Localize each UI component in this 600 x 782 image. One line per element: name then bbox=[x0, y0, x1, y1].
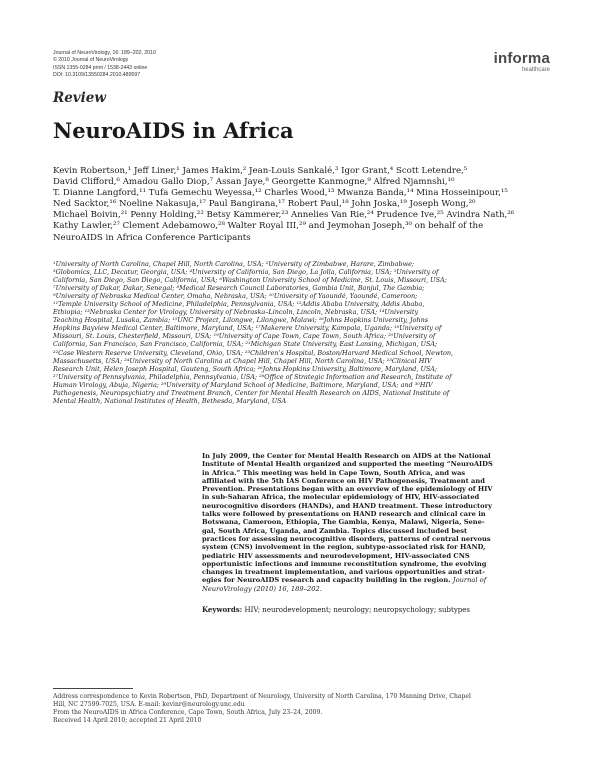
affiliation-line: Ethiopia; ¹³Nebraska Center for Virology, University of Nebraska–Lincoln, Lincoln, Nebraska, USA; ¹⁴University bbox=[53, 308, 419, 317]
affiliation-line: Research Unit, Helen Joseph Hospital, Gauteng, South Africa; ²⁶Johns Hopkins University, Baltimore, Maryland, USA; bbox=[53, 364, 438, 373]
citation-line: NeuroVirology (2010) 16, 189–202. bbox=[202, 584, 322, 593]
abstract-line: talks were followed by presentations on HAND research and clinical care in bbox=[202, 510, 486, 519]
author-line: David Clifford,⁶ Amadou Gallo Diop,⁷ Assan Jaye,⁸ Georgette Kanmogne,⁹ Alfred Njamnshi,¹⁰ bbox=[53, 177, 455, 188]
author-list bbox=[53, 166, 553, 244]
journal-header bbox=[53, 50, 156, 80]
abstract-line: Institute of Mental Health organized and supported the meeting “NeuroAIDS bbox=[202, 460, 493, 469]
abstract-line: Botswana, Cameroon, Ethiopia, The Gambia, Kenya, Malawi, Nigeria, Sene- bbox=[202, 518, 485, 527]
affiliation-line: ⁷University of Dakar, Dakar, Senegal; ⁸Medical Research Council Laboratories, Gambia Unit, Banjul, The Gambia; bbox=[53, 284, 425, 293]
keywords-text: HIV; neurodevelopment; neurology; neuropsychology; subtypes bbox=[244, 606, 470, 614]
author-line: Kevin Robertson,¹ Jeff Liner,¹ James Hakim,² Jean-Louis Sankalé,³ Igor Grant,⁴ Scott Letendre,⁵ bbox=[53, 166, 468, 176]
affiliation-line: ³Globomics, LLC, Decatur, Georgia, USA; ⁴University of California, San Diego, La Jolla, California, USA; ⁵University of bbox=[53, 268, 439, 277]
affiliation-line: California, San Diego, San Diego, California, USA; ⁶Washington University School of Medicine, St. Louis, Missouri, USA; bbox=[53, 276, 447, 285]
affiliation-line: ¹¹Temple University School of Medicine, Philadelphia, Pennsylvania, USA; ¹²Addis Ababa University, Addis Ababa, bbox=[53, 300, 425, 309]
abstract-line: changes in treatment implementation, and various opportunities and strat- bbox=[202, 568, 485, 577]
affiliation-line: Teaching Hospital, Lusaka, Zambia; ¹⁵UNC Project, Lilongwe, Lilongwe, Malawi; ¹⁶Johns Hopkins University, Johns bbox=[53, 316, 429, 325]
footnotes bbox=[53, 693, 553, 725]
affiliation-line: Hopkins Bayview Medical Center, Baltimore, Maryland, USA; ¹⁷Makerere University, Kampala, Uganda; ¹⁸University of bbox=[53, 324, 442, 333]
author-line: Kathy Lawler,²⁷ Clement Adebamowo,²⁸ Walter Royal III,²⁹ and Jeymohan Joseph,³⁰ on behalf of the bbox=[53, 221, 484, 232]
abstract-text: egies for NeuroAIDS research and capacity building in the region. bbox=[202, 576, 451, 585]
affiliation-line: ²⁷University of Pennsylvania, Philadelphia, Pennsylvania, USA; ²⁸Office of Strategic Information and Research, Institute of bbox=[53, 372, 452, 381]
affiliation-line: Human Virology, Abuja, Nigeria; ²⁹University of Maryland School of Medicine, Baltimore, Maryland, USA; and ³⁰HIV bbox=[53, 380, 433, 389]
abstract-line: pediatric HIV assessments and neurodevelopment, HIV-associated CNS bbox=[202, 551, 470, 560]
affiliation-line: Pathogenesis, Neuropsychiatry and Treatment Branch, Center for Mental Health Research on AIDS, National Institute of bbox=[53, 388, 450, 397]
affiliation-line: ⁹University of Nebraska Medical Center, Omaha, Nebraska, USA; ¹⁰University of Yaoundé, Yaoundé, Cameroon; bbox=[53, 292, 418, 301]
affiliations bbox=[53, 260, 553, 405]
author-line: T. Dianne Langford,¹¹ Tufa Gemechu Weyessa,¹² Charles Wood,¹³ Mwanza Banda,¹⁴ Mina Hosseinipour,¹⁵ bbox=[53, 188, 508, 199]
affiliation-line: Massachusetts, USA; ²⁴University of North Carolina at Chapel Hill, Chapel Hill, North Carolina, USA; ²⁵Clinical HIV bbox=[53, 356, 432, 365]
article-title: NeuroAIDS in Africa bbox=[53, 118, 294, 143]
journal-line: Journal of NeuroVirology, 16: 189–202, 2010 bbox=[53, 50, 156, 56]
abstract-line: In July 2009, the Center for Mental Health Research on AIDS at the National bbox=[202, 452, 491, 460]
abstract-line: practices for assessing neurocognitive disorders, patterns of central nervous bbox=[202, 534, 491, 543]
abstract-line: affiliated with the 5th IAS Conference on HIV Pathogenesis, Treatment and bbox=[202, 476, 485, 485]
publisher-sub: healthcare bbox=[521, 67, 550, 73]
affiliation-line: ²²Case Western Reserve University, Cleveland, Ohio, USA; ²³Children’s Hospital, Boston/Harvard Medical School, Newton, bbox=[53, 348, 454, 357]
author-line: NeuroAIDS in Africa Conference Participants bbox=[53, 232, 251, 243]
abstract bbox=[202, 452, 552, 593]
publisher-logo bbox=[494, 51, 550, 74]
abstract-line: opportunistic infections and immune reconstitution syndrome, the evolving bbox=[202, 559, 487, 568]
footnote-divider bbox=[53, 688, 133, 689]
keywords-label: Keywords: bbox=[202, 605, 243, 614]
abstract-line: Prevention. Presentations began with an overview of the epidemiology of HIV bbox=[202, 485, 493, 494]
footnote-line: From the NeuroAIDS in Africa Conference, Cape Town, South Africa, July 23–24, 2009. bbox=[53, 709, 323, 717]
affiliation-line: ¹University of North Carolina, Chapel Hill, North Carolina, USA; ²University of Zimbabwe, Harare, Zimbabwe; bbox=[53, 260, 415, 268]
publisher-name: informa bbox=[493, 50, 550, 67]
citation: Journal of bbox=[452, 576, 487, 585]
footnote-line: Received 14 April 2010; accepted 21 April 2010 bbox=[53, 717, 202, 725]
abstract-line: neurocognitive disorders (HANDs), and HAND treatment. These introductory bbox=[202, 501, 493, 510]
author-line: Michael Boivin,²¹ Penny Holding,²² Betsy Kammerer,²³ Annelies Van Rie,²⁴ Prudence Ive,²⁵ Avindra Nath,²⁶ bbox=[53, 210, 515, 221]
abstract-line: in sub-Saharan Africa, the molecular epidemiology of HIV, HIV-associated bbox=[202, 493, 480, 502]
affiliation-line: California, San Francisco, San Francisco, California, USA; ²¹Michigan State University, East Lansing, Michigan, USA; bbox=[53, 340, 438, 349]
footnote-line: Address correspondence to Kevin Robertson, PhD, Department of Neurology, University of North Carolina, 170 Manning Drive, Chapel bbox=[53, 693, 471, 700]
abstract-line: gal, South Africa, Uganda, and Zambia. Topics discussed included best bbox=[202, 526, 468, 535]
author-line: Ned Sacktor,¹⁶ Noeline Nakasuja,¹⁷ Paul Bangirana,¹⁷ Robert Paul,¹⁸ John Joska,¹⁹ Joseph Wong,²⁰ bbox=[53, 199, 476, 210]
abstract-line: in Africa.” This meeting was held in Cape Town, South Africa, and was bbox=[202, 468, 466, 477]
affiliation-line: Missouri, St. Louis, Chesterfield, Missouri, USA; ¹⁹University of Cape Town, Cape Town, South Africa; ²⁰University of bbox=[53, 332, 436, 341]
copyright-line: © 2010 Journal of NeuroVirology bbox=[53, 57, 129, 64]
issn-line: ISSN 1355-0284 print / 1538-2443 online bbox=[53, 64, 148, 71]
abstract-line bbox=[202, 576, 552, 584]
abstract-line: system (CNS) involvement in the region, subtype-associated risk for HAND, bbox=[202, 543, 486, 552]
section-label: Review bbox=[53, 90, 106, 106]
affiliation-line: Mental Health, National Institutes of Health, Bethesda, Maryland, USA bbox=[53, 396, 287, 405]
footnote-line: Hill, NC 27599-7025, USA. E-mail: kevinr@neurology.unc.edu bbox=[53, 701, 245, 709]
doi-line: DOI: 10.3109/13550284.2010.489597 bbox=[53, 72, 141, 79]
keywords bbox=[202, 605, 470, 614]
